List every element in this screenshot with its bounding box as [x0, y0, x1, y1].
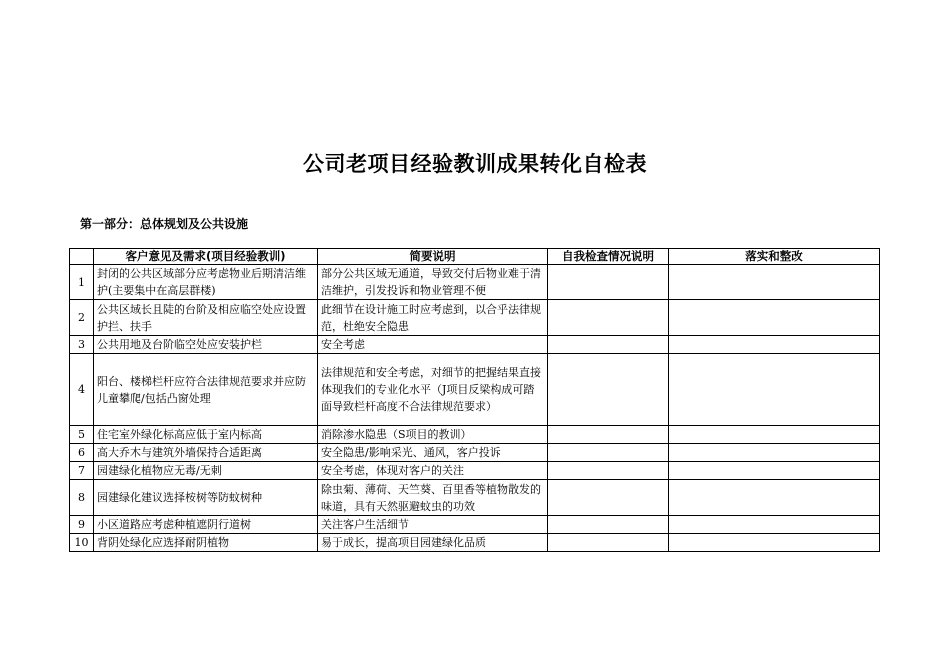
rectify-cell[interactable]: [669, 336, 880, 354]
rectify-cell[interactable]: [669, 354, 880, 426]
feedback-cell: 小区道路应考虑种植遮阴行道树: [94, 516, 318, 534]
table-row: [70, 426, 880, 444]
document-title: 公司老项目经验教训成果转化自检表: [303, 152, 647, 176]
feedback-cell: 住宅室外绿化标高应低于室内标高: [94, 426, 318, 444]
row-number: 4: [70, 354, 94, 426]
selfcheck-cell[interactable]: [548, 426, 669, 444]
table-row: [70, 354, 880, 426]
row-number: 10: [70, 534, 94, 552]
selfcheck-cell[interactable]: [548, 336, 669, 354]
rectify-cell[interactable]: [669, 300, 880, 336]
header-description: 简要说明: [318, 249, 548, 265]
header-rectify: 落实和整改: [669, 249, 880, 265]
selfcheck-cell[interactable]: [548, 444, 669, 462]
rectify-cell[interactable]: [669, 426, 880, 444]
header-no: [70, 249, 94, 265]
description-cell: 安全隐患/影响采光、通风，客户投诉: [318, 444, 548, 462]
description-cell: 关注客户生活细节: [318, 516, 548, 534]
selfcheck-cell[interactable]: [548, 534, 669, 552]
feedback-cell: 阳台、楼梯栏杆应符合法律规范要求并应防儿童攀爬/包括凸窗处理: [94, 354, 318, 426]
description-cell: 法律规范和安全考虑，对细节的把握结果直接体现我们的专业化水平（J项目反梁构成可踏面导致栏杆高度不合法律规范要求）: [318, 354, 548, 426]
description-cell: 安全考虑，体现对客户的关注: [318, 462, 548, 480]
table-row: [70, 534, 880, 552]
description-cell: 部分公共区域无通道，导致交付后物业难于清洁维护，引发投诉和物业管理不便: [318, 265, 548, 300]
selfcheck-cell[interactable]: [548, 462, 669, 480]
selfcheck-cell[interactable]: [548, 265, 669, 300]
selfcheck-cell[interactable]: [548, 300, 669, 336]
feedback-cell: 背阴处绿化应选择耐阴植物: [94, 534, 318, 552]
selfcheck-cell[interactable]: [548, 480, 669, 516]
table-header-row: [70, 249, 880, 265]
header-selfcheck: 自我检查情况说明: [548, 249, 669, 265]
row-number: 8: [70, 480, 94, 516]
table-row: [70, 300, 880, 336]
rectify-cell[interactable]: [669, 444, 880, 462]
feedback-cell: 封闭的公共区域部分应考虑物业后期清洁维护(主要集中在高层群楼): [94, 265, 318, 300]
self-check-table: [69, 248, 880, 552]
row-number: 1: [70, 265, 94, 300]
description-cell: 安全考虑: [318, 336, 548, 354]
description-cell: 易于成长，提高项目园建绿化品质: [318, 534, 548, 552]
rectify-cell[interactable]: [669, 534, 880, 552]
row-number: 2: [70, 300, 94, 336]
table-row: [70, 480, 880, 516]
table-row: [70, 265, 880, 300]
description-cell: 此细节在设计施工时应考虑到，以合乎法律规范，杜绝安全隐患: [318, 300, 548, 336]
feedback-cell: 公共区域长且陡的台阶及相应临空处应设置护拦、扶手: [94, 300, 318, 336]
feedback-cell: 园建绿化植物应无毒/无刺: [94, 462, 318, 480]
description-cell: 消除渗水隐患（S项目的教训）: [318, 426, 548, 444]
table-row: [70, 516, 880, 534]
rectify-cell[interactable]: [669, 462, 880, 480]
rectify-cell[interactable]: [669, 265, 880, 300]
header-feedback: 客户意见及需求(项目经验教训): [94, 249, 318, 265]
feedback-cell: 公共用地及台阶临空处应安装护栏: [94, 336, 318, 354]
table-row: [70, 444, 880, 462]
feedback-cell: 高大乔木与建筑外墙保持合适距离: [94, 444, 318, 462]
rectify-cell[interactable]: [669, 516, 880, 534]
feedback-cell: 园建绿化建议选择桉树等防蚊树种: [94, 480, 318, 516]
rectify-cell[interactable]: [669, 480, 880, 516]
row-number: 7: [70, 462, 94, 480]
row-number: 9: [70, 516, 94, 534]
row-number: 5: [70, 426, 94, 444]
row-number: 6: [70, 444, 94, 462]
table-row: [70, 336, 880, 354]
row-number: 3: [70, 336, 94, 354]
description-cell: 除虫菊、薄荷、天竺葵、百里香等植物散发的味道，具有天然驱避蚊虫的功效: [318, 480, 548, 516]
table-row: [70, 462, 880, 480]
selfcheck-cell[interactable]: [548, 354, 669, 426]
selfcheck-cell[interactable]: [548, 516, 669, 534]
section-heading: 第一部分：总体规划及公共设施: [80, 217, 249, 231]
